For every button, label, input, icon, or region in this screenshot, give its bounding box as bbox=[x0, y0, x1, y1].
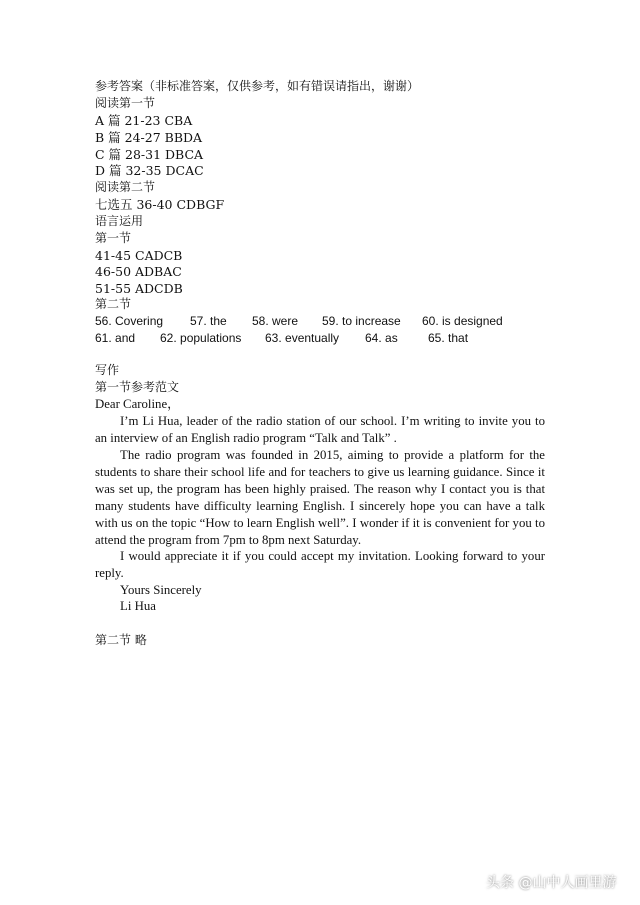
writing-title: 写作 bbox=[95, 363, 120, 377]
page-title: 参考答案（非标准答案，仅供参考，如有错误请指出，谢谢） bbox=[95, 79, 420, 93]
language-use-part2-title: 第二节 bbox=[95, 297, 132, 311]
letter-greeting: Dear Caroline， bbox=[95, 397, 180, 411]
grammar-fill-row-2 bbox=[0, 330, 640, 347]
seven-choose-five-answer: 七选五 36-40 CDBGF bbox=[95, 197, 225, 212]
reading-section2-title: 阅读第二节 bbox=[95, 180, 156, 194]
letter-closing: Yours Sincerely bbox=[120, 583, 202, 597]
writing-part1-title: 第一节参考范文 bbox=[95, 380, 180, 394]
letter-signature: Li Hua bbox=[120, 599, 156, 613]
language-use-title: 语言运用 bbox=[95, 214, 144, 228]
letter-paragraph-2: The radio program was founded in 2015, aiming to provide a platform for the students to share their school life and for teachers to give us learning guidance. Since it was set up, the program has been highly praised. The reason why I contact you is that many students have difficulty learning English. I sincerely hope you can have a talk with us on the topic “How to learn English well”. I wonder if it is convenient for you to attend the program from 7pm to 8pm next Saturday. bbox=[95, 448, 545, 547]
reading-answer-d: D 篇 32-35 DCAC bbox=[95, 163, 204, 178]
reading-answer-c: C 篇 28-31 DBCA bbox=[95, 147, 204, 162]
cloze-answers-46-50: 46-50 ADBAC bbox=[95, 264, 182, 279]
reading-answer-a: A 篇 21-23 CBA bbox=[95, 113, 193, 128]
grammar-answer: 59. to increase bbox=[322, 314, 401, 328]
grammar-answer: 60. is designed bbox=[422, 314, 503, 328]
grammar-answer: 64. as bbox=[365, 331, 398, 345]
letter-paragraph-3: I would appreciate it if you could accept my invitation. Looking forward to your reply. bbox=[95, 549, 545, 580]
grammar-answer: 57. the bbox=[190, 314, 227, 328]
grammar-answer: 65. that bbox=[428, 331, 469, 345]
cloze-answers-41-45: 41-45 CADCB bbox=[95, 248, 183, 263]
language-use-part1-title: 第一节 bbox=[95, 231, 132, 245]
grammar-answer: 63. eventually bbox=[265, 331, 340, 345]
grammar-answer: 62. populations bbox=[160, 331, 242, 345]
grammar-answer: 56. Covering bbox=[95, 314, 164, 328]
writing-part2: 第二节 略 bbox=[95, 633, 147, 647]
grammar-fill-row-1 bbox=[0, 313, 640, 330]
grammar-answer: 61. and bbox=[95, 331, 136, 345]
grammar-answer: 58. were bbox=[252, 314, 299, 328]
reading-section1-title: 阅读第一节 bbox=[95, 96, 156, 110]
letter-paragraph-1: I’m Li Hua, leader of the radio station of our school. I’m writing to invite you to an interview of an English radio program “Talk and Talk” . bbox=[95, 414, 545, 445]
source-watermark: 头条 @山中人画里游 bbox=[486, 875, 617, 891]
cloze-answers-51-55: 51-55 ADCDB bbox=[95, 281, 183, 296]
reading-answer-b: B 篇 24-27 BBDA bbox=[95, 130, 203, 145]
